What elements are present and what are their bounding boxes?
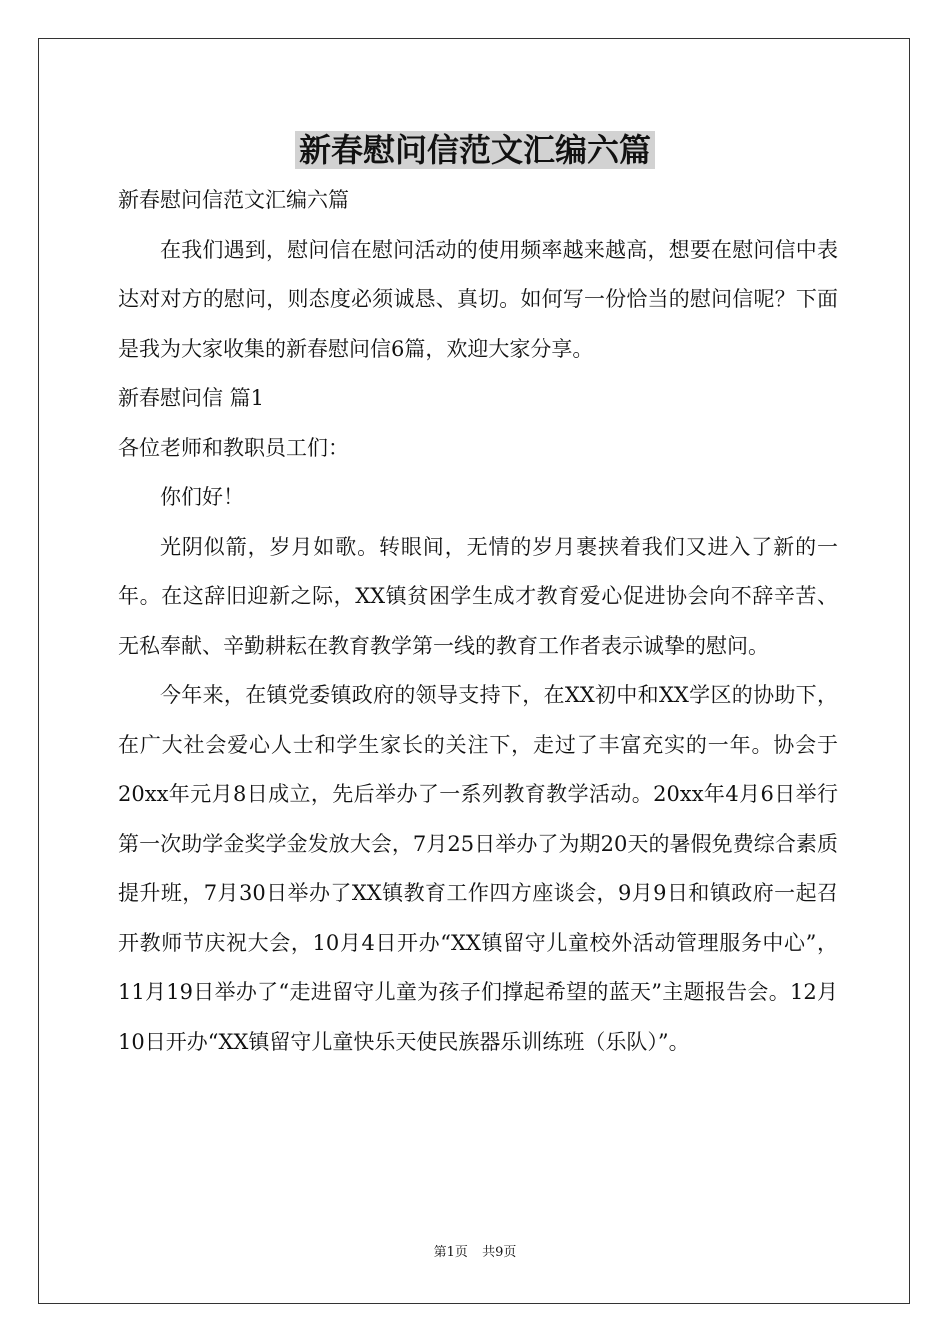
page-number: 第1页 <box>433 1245 468 1260</box>
document-title-text: 新春慰问信范文汇编六篇 <box>295 131 655 169</box>
document-body <box>118 176 838 1067</box>
letter-salutation: 各位老师和教职员工们： <box>118 435 349 460</box>
page-footer <box>0 1244 950 1262</box>
section-heading: 新春慰问信 篇1 <box>118 386 265 410</box>
document-title <box>0 128 950 172</box>
letter-greeting: 你们好！ <box>160 485 244 509</box>
body-paragraph: 今年来，在镇党委镇政府的领导支持下，在XX初中和XX学区的协助下，在广大社会爱心人士和学生家长的关注下，走过了丰富充实的一年。协会于20xx年元月8日成立，先后举办了一系列教育教学活动。20xx年4月6日举行第一次助学金奖学金发放大会，7月25日举办了为期20天的暑假免费综合素质提升班，7月30日举办了XX镇教育工作四方座谈会，9月9日和镇政府一起召开教师节庆祝大会，10月4日开办“XX镇留守儿童校外活动管理服务中心”，11月19日举办了“走进留守儿童为孩子们撑起希望的蓝天”主题报告会。12月10日开办“XX镇留守儿童快乐天使民族器乐训练班（乐队）”。 <box>118 683 838 1054</box>
page-total: 共9页 <box>482 1245 517 1260</box>
intro-paragraph: 在我们遇到，慰问信在慰问活动的使用频率越来越高，想要在慰问信中表达对对方的慰问，则态度必须诚恳、真切。如何写一份恰当的慰问信呢？下面是我为大家收集的新春慰问信6篇，欢迎大家分享。 <box>118 237 838 361</box>
body-paragraph: 光阴似箭，岁月如歌。转眼间，无情的岁月裹挟着我们又进入了新的一年。在这辞旧迎新之际，XX镇贫困学生成才教育爱心促进协会向不辞辛苦、无私奉献、辛勤耕耘在教育教学第一线的教育工作者表示诚挚的慰问。 <box>118 534 838 658</box>
subtitle-line: 新春慰问信范文汇编六篇 <box>118 188 349 212</box>
